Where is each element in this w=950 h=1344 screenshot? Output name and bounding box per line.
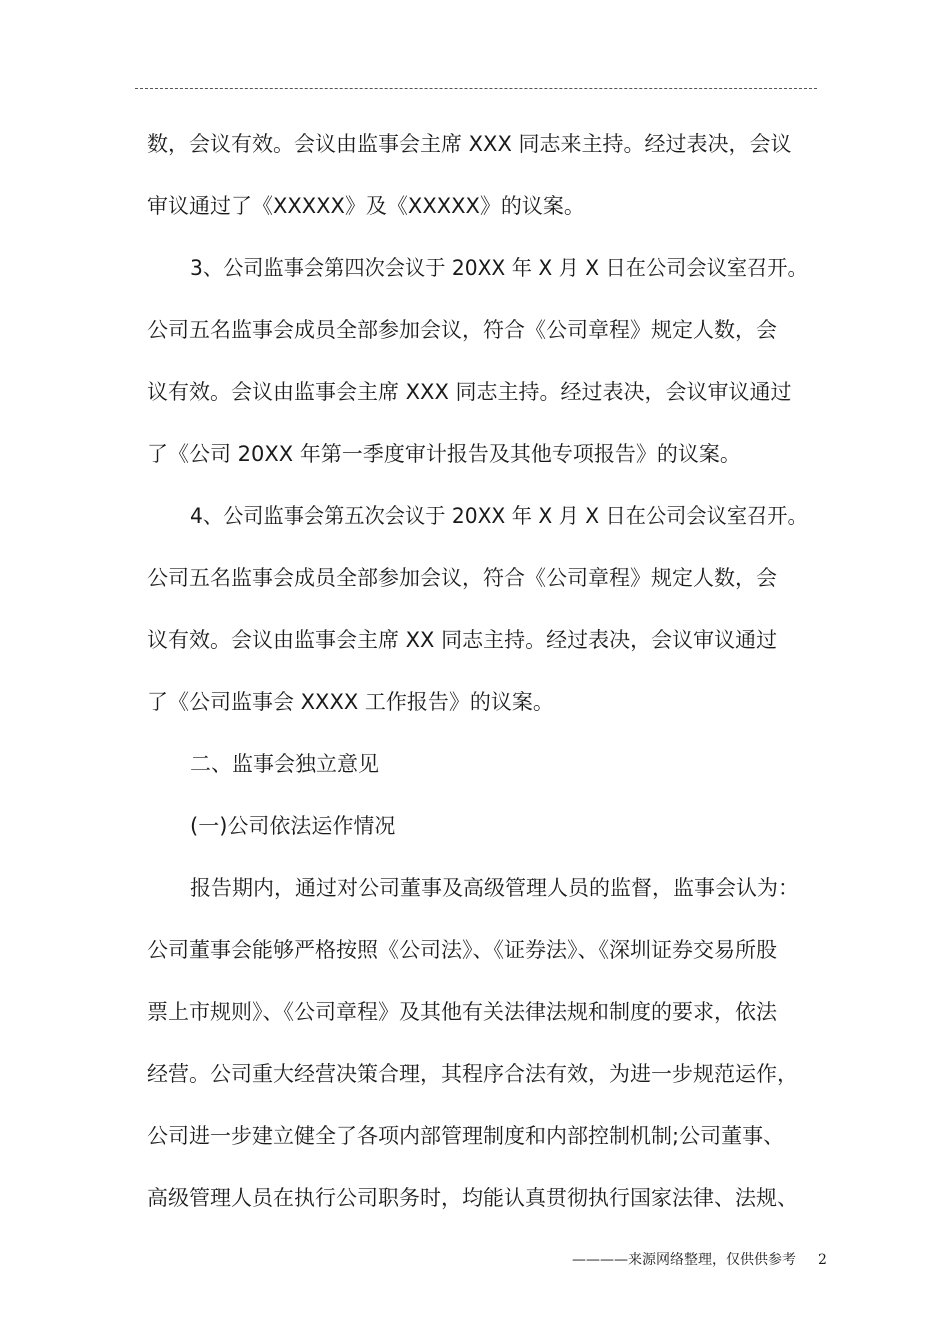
text-line: 公司董事会能够严格按照《公司法》、《证券法》、《深圳证券交易所股	[147, 938, 777, 962]
page-footer	[572, 1250, 827, 1270]
text-line: 3、公司监事会第四次会议于 20XX 年 X 月 X 日在公司会议室召开。	[190, 256, 808, 280]
text-line: 数，会议有效。会议由监事会主席 XXX 同志来主持。经过表决，会议	[147, 132, 792, 156]
text-line: 议有效。会议由监事会主席 XXX 同志主持。经过表决，会议审议通过	[147, 380, 792, 404]
text-line: 报告期内，通过对公司董事及高级管理人员的监督，监事会认为：	[190, 876, 799, 900]
text-line: 高级管理人员在执行公司职务时，均能认真贯彻执行国家法律、法规、	[147, 1186, 798, 1210]
footer-source-note: ————来源网络整理，仅供供参考	[572, 1252, 796, 1268]
text-line: 了《公司 20XX 年第一季度审计报告及其他专项报告》的议案。	[147, 442, 741, 466]
text-line: 4、公司监事会第五次会议于 20XX 年 X 月 X 日在公司会议室召开。	[190, 504, 808, 528]
section-heading: 二、监事会独立意见	[190, 752, 379, 776]
page-number: 2	[818, 1252, 827, 1268]
header-dashed-rule	[135, 88, 817, 89]
text-line: 审议通过了《XXXXX》及《XXXXX》的议案。	[147, 194, 585, 218]
text-line: 公司五名监事会成员全部参加会议，符合《公司章程》规定人数，会	[147, 566, 777, 590]
text-line: 公司进一步建立健全了各项内部管理制度和内部控制机制;公司董事、	[147, 1124, 785, 1148]
subsection-heading: (一)公司依法运作情况	[190, 814, 396, 838]
text-line: 了《公司监事会 XXXX 工作报告》的议案。	[147, 690, 554, 714]
text-line: 票上市规则》、《公司章程》及其他有关法律法规和制度的要求，依法	[147, 1000, 777, 1024]
text-line: 议有效。会议由监事会主席 XX 同志主持。经过表决，会议审议通过	[147, 628, 778, 652]
text-line: 经营。公司重大经营决策合理，其程序合法有效，为进一步规范运作，	[147, 1062, 798, 1086]
text-line: 公司五名监事会成员全部参加会议，符合《公司章程》规定人数，会	[147, 318, 777, 342]
